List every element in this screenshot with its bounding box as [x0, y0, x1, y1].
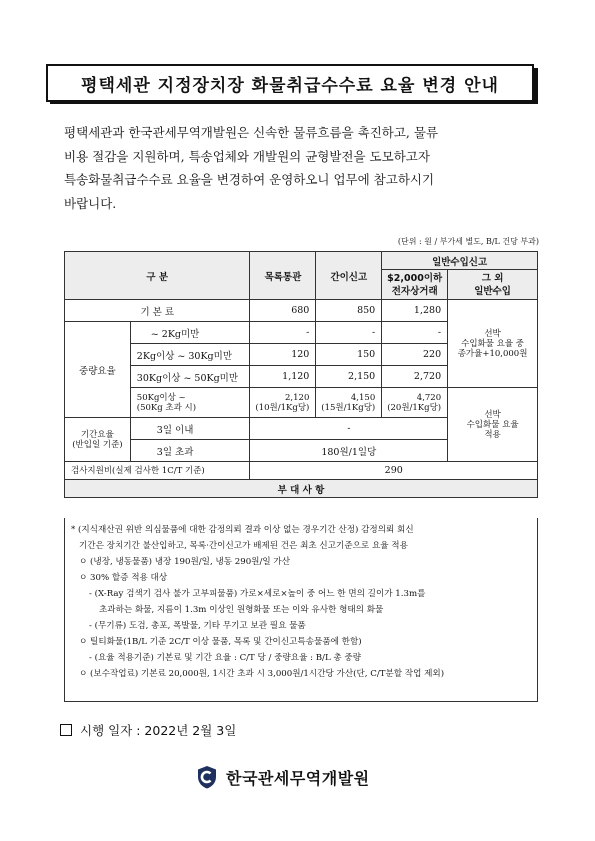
basic-fee-simple: 850	[316, 300, 382, 322]
weight-row-ecom	[382, 388, 448, 418]
weight-row-list: 1,120	[250, 366, 316, 388]
header-general-import: 일반수입신고	[382, 252, 538, 270]
title-box	[46, 64, 534, 102]
intro-line: 바랍니다.	[64, 195, 117, 211]
header-other-general: 그 외 일반수입	[448, 270, 538, 300]
basic-fee-list: 680	[250, 300, 316, 322]
weight-row-label: 30Kg이상 ~ 50Kg미만	[130, 366, 250, 388]
note-line: - (요율 적용기준) 기본료 및 기간 요율 : C/T 당 / 중량요율 : B/L 총 중량	[89, 653, 362, 663]
period-row-label: 3일 초과	[130, 440, 250, 462]
weight-row-list	[250, 388, 316, 418]
note-line: 초과하는 화물, 지름이 1.3m 이상인 원형화물 또는 이와 유사한 형태의 화물	[99, 605, 384, 615]
note-line: ㅇ 틸티화물(1B/L 기준 2C/T 이상 물품, 목록 및 간이신고특송물품에 한함)	[79, 637, 362, 647]
title-shadow-side	[534, 68, 538, 104]
weight-row-simple-sub: (15원/1Kg당)	[321, 402, 376, 413]
weight-row-list: -	[250, 322, 316, 344]
header-list-clearance: 목록통관	[250, 252, 316, 300]
note-line: 기간은 장치기간 불산입하고, 목록·간이신고가 배제된 건은 최초 신고기준으로 요율 적용	[79, 541, 408, 551]
weight-row-label-main: 50Kg이상 ~	[136, 392, 186, 403]
weight-row-label: ~ 2Kg미만	[130, 322, 250, 344]
basic-fee-ecom: 1,280	[382, 300, 448, 322]
organization-name: 한국관세무역개발원	[226, 768, 370, 788]
intro-paragraph	[64, 121, 534, 215]
weight-label: 중량요율	[65, 322, 131, 418]
weight-row-simple-main: 4,150	[350, 392, 376, 403]
supplement-header: 부 대 사 항	[65, 480, 538, 498]
weight-row-list: 120	[250, 344, 316, 366]
note-line: * (지식재산권 위반 의심물품에 대한 감정의뢰 결과 이상 없는 경우기간 산정) 감정의뢰 회신	[71, 525, 414, 535]
header-simple-report: 간이신고	[316, 252, 382, 300]
weight-row-ecom-sub: (20원/1Kg당)	[387, 402, 442, 413]
note-line: ㅇ (냉장, 냉동물품) 냉장 190원/일, 냉동 290원/일 가산	[79, 557, 291, 567]
period-row-value: 180원/1일당	[250, 440, 448, 462]
weight-row-label	[130, 388, 250, 418]
intro-line: 평택세관과 한국관세무역개발원은 신속한 물류흐름을 촉진하고, 물류	[64, 125, 439, 140]
other-note-b: 선박 수입화물 요율 적용	[448, 388, 538, 462]
effective-date-line	[60, 721, 236, 739]
header-category: 구 분	[65, 252, 250, 300]
notes-box	[64, 518, 538, 702]
inspection-value: 290	[250, 462, 538, 480]
note-line: - (X-Ray 검색기 검사 불가 고부피물품) 가로×세로×높이 중 어느 한 면의 길이가 1.3m를	[89, 589, 426, 599]
weight-row-label: 2Kg이상 ~ 30Kg미만	[130, 344, 250, 366]
weight-row-label-sub: (50Kg 초과 시)	[136, 402, 197, 413]
other-note-a: 선박 수입화물 요율 중 종가율+10,000원	[448, 300, 538, 388]
period-label: 기간요율 (반입일 기준)	[65, 418, 131, 462]
effective-date: 시행 일자 : 2022년 2월 3일	[80, 723, 237, 738]
weight-row-ecom: 2,720	[382, 366, 448, 388]
note-line: ㅇ 30% 할증 적용 대상	[79, 573, 168, 583]
period-row-label: 3일 이내	[130, 418, 250, 440]
weight-row-simple	[316, 388, 382, 418]
organization-signature	[194, 764, 370, 790]
intro-line: 특송화물취급수수료 요율을 변경하여 운영하오니 업무에 참고하시기	[64, 172, 435, 187]
weight-row-simple: 150	[316, 344, 382, 366]
weight-row-simple: -	[316, 322, 382, 344]
note-line: - (무기류) 도검, 총포, 폭발물, 기타 무기고 보관 필요 물품	[89, 621, 306, 631]
page-title: 평택세관 지정장치장 화물취급수수료 요율 변경 안내	[81, 75, 499, 96]
square-icon	[60, 724, 72, 736]
fee-table	[64, 251, 538, 498]
basic-fee-label: 기 본 료	[65, 300, 250, 322]
weight-row-ecom: -	[382, 322, 448, 344]
weight-row-ecom-main: 4,720	[416, 392, 442, 403]
kctdi-logo-icon	[194, 764, 220, 790]
inspection-label: 검사지원비(실제 검사한 1C/T 기준)	[65, 462, 250, 480]
weight-row-list-main: 2,120	[285, 392, 310, 403]
period-row-value: -	[250, 418, 448, 440]
note-line: ㅇ (보수작업료) 기본료 20,000원, 1시간 초과 시 3,000원/1시간당 가산(단, C/T분할 작업 제외)	[79, 669, 445, 679]
weight-row-simple: 2,150	[316, 366, 382, 388]
weight-row-list-sub: (10원/1Kg당)	[255, 402, 310, 413]
intro-line: 비용 절감을 지원하며, 특송업체와 개발원의 균형발전을 도모하고자	[64, 148, 430, 164]
header-ecommerce: $2,000이하 전자상거래	[382, 270, 448, 300]
weight-row-ecom: 220	[382, 344, 448, 366]
unit-note: (단위 : 원 / 부가세 별도, B/L 건당 부과)	[397, 237, 539, 246]
